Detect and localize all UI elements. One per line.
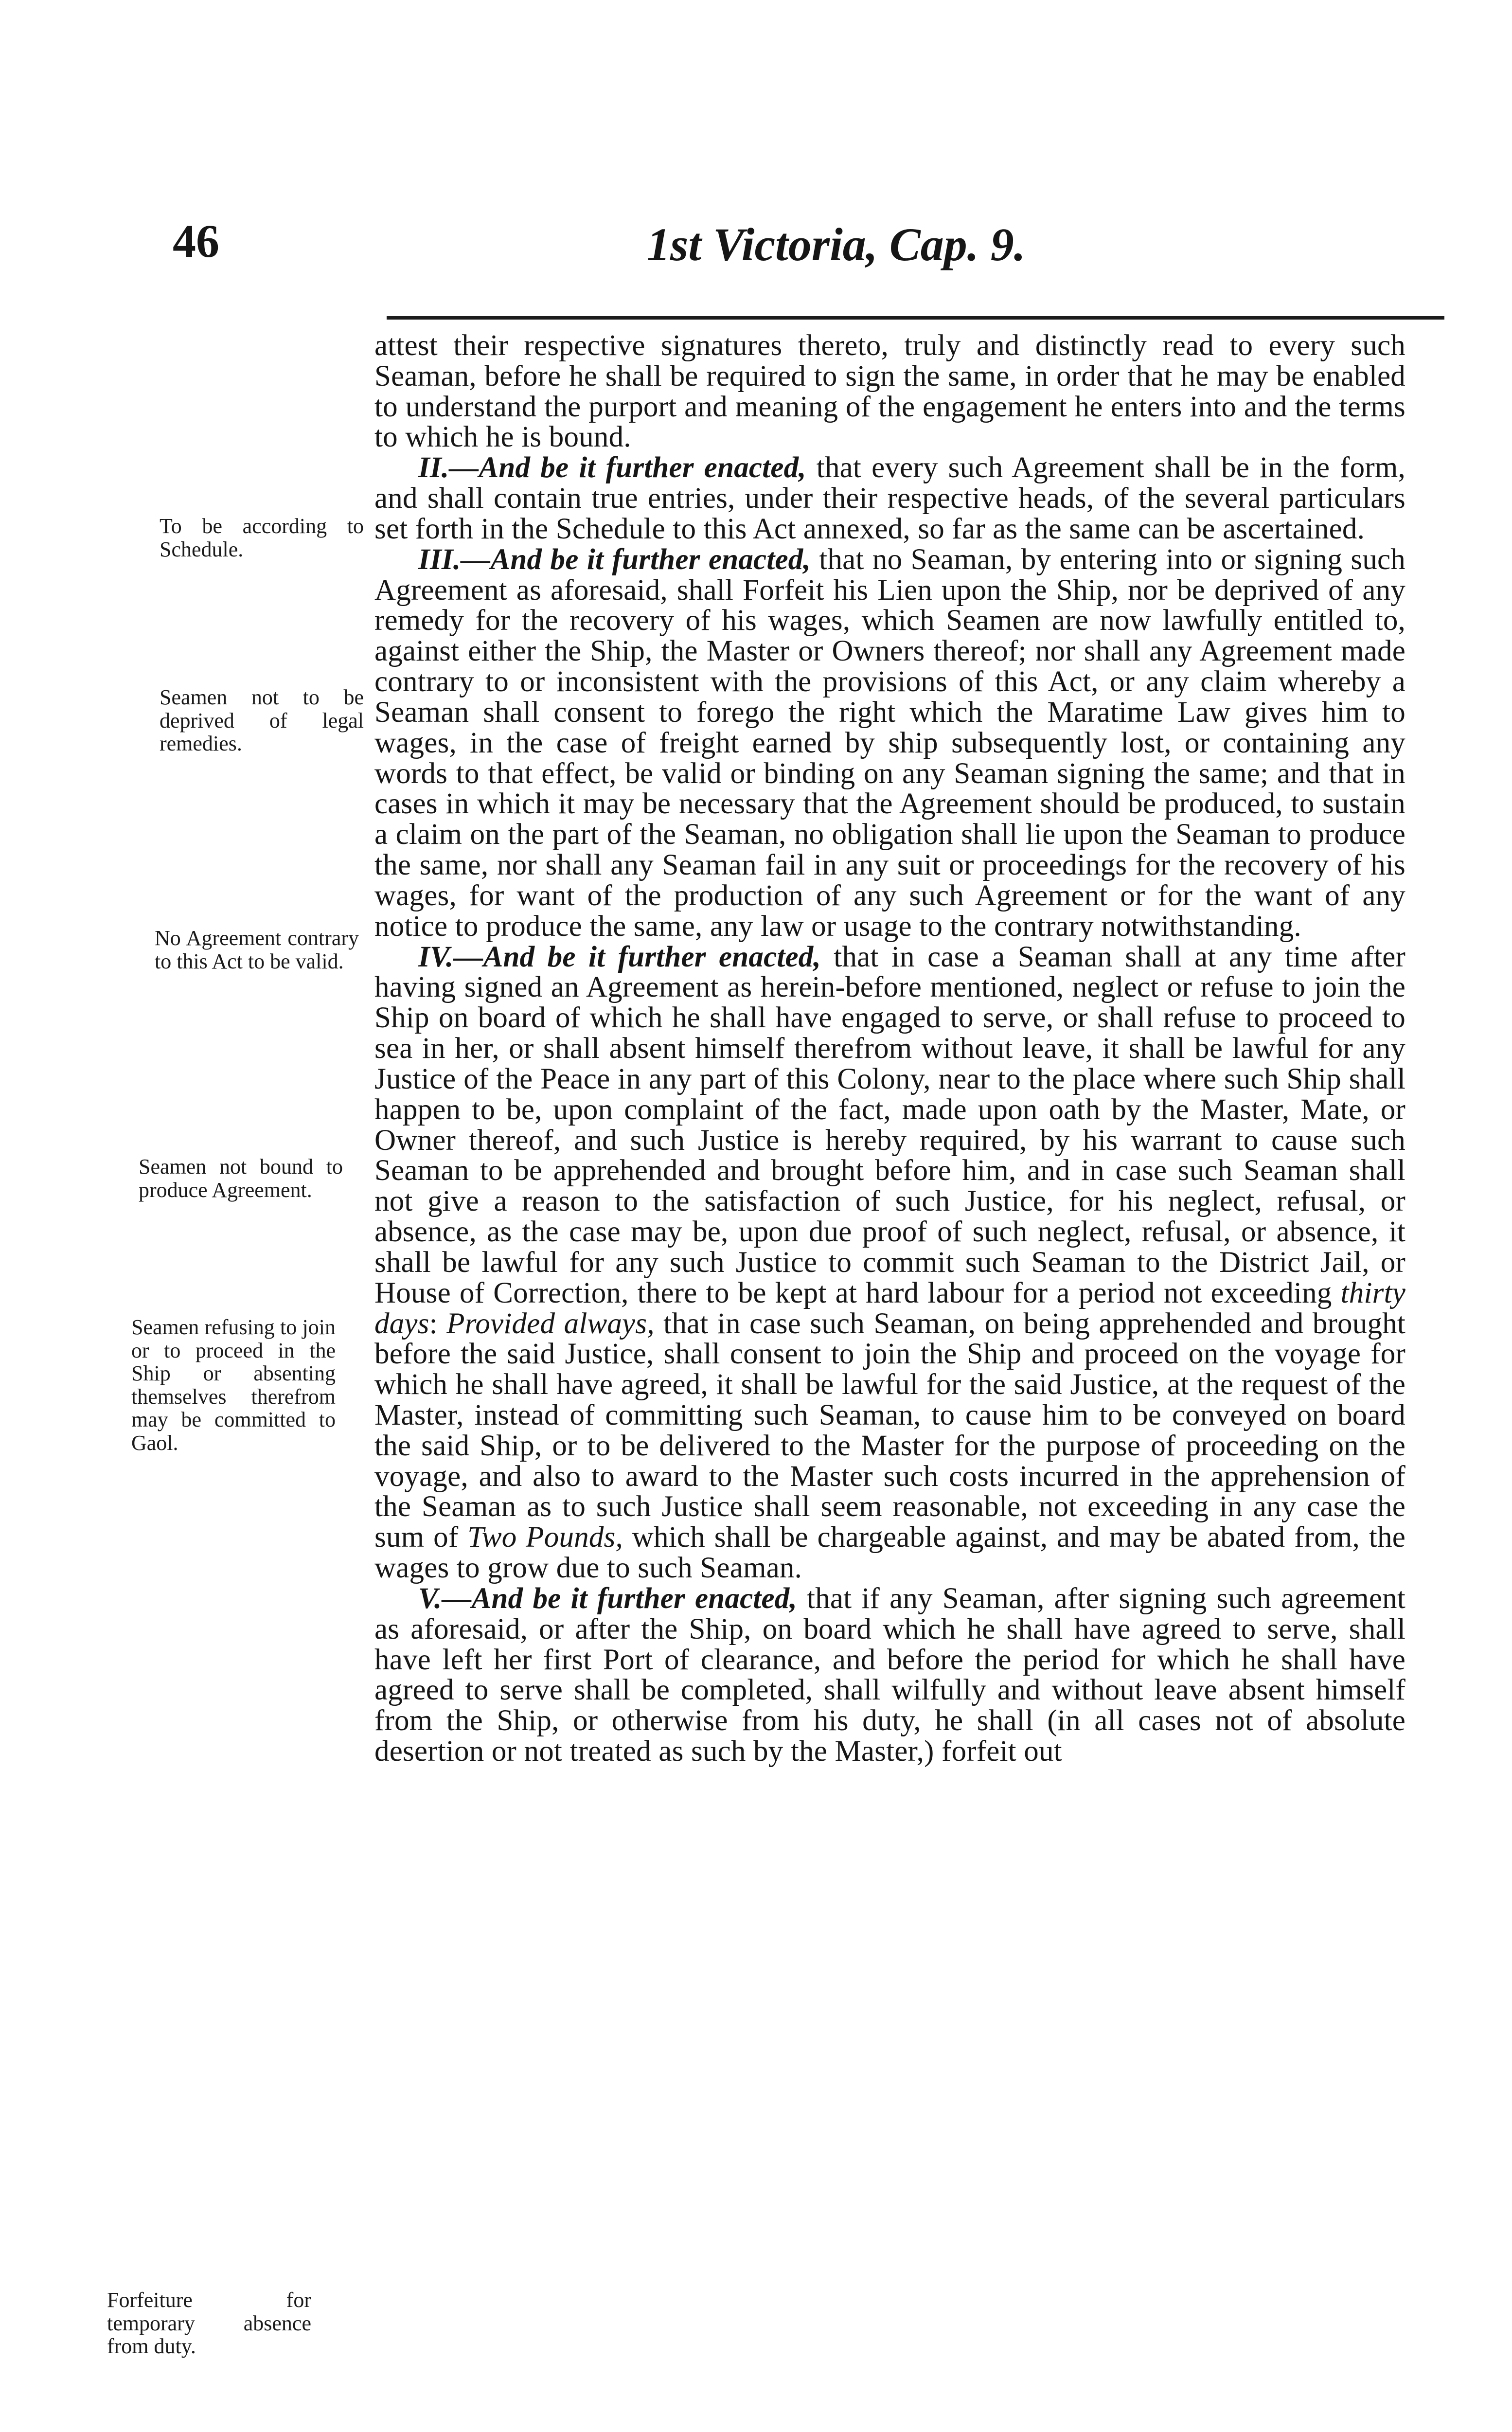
running-title: 1st Victoria, Cap. 9. (647, 218, 1026, 270)
section-4-text-a: that in case a Seaman shall at any time after having signed an Agreement as herein-before mentioned, neglect or refuse to join the Ship on board of which he shall have engaged to serve, or shall refuse to proceed to sea in her, or shall absent himself therefrom without leave, it shall be lawful for any Justice of the Peace in any part of this Colony, near to the place where such Ship shall happen to be, upon complaint of the fact, made upon oath by the Master, Mate, or Owner thereof, and such Justice is hereby required, by his warrant to cause such Seaman to be apprehended and brought before him, and in case such Seaman shall not give a reason to the satisfaction of such Justice, for his neglect, refusal, or absence, as the case may be, upon due proof of such neglect, refusal, or absence, it shall be lawful for any such Justice to commit such Seaman to the District Jail, or House of Correction, there to be kept at hard labour for a period not exceeding (374, 940, 1406, 1309)
section-2 (374, 453, 1405, 544)
marginal-note-committal-to-gaol: Seamen refusing to join or to proceed in the Ship or absenting themselves therefrom may be committed to Gaol. (131, 1315, 336, 1455)
body-text (374, 331, 1405, 1767)
section-4-italic-provided-always: Provided always, (446, 1307, 655, 1340)
marginal-note-forfeiture: Forfeiture for temporary absence from duty. (107, 2288, 311, 2359)
section-3-heading: III.—And be it further enacted, (418, 543, 811, 576)
section-4 (374, 942, 1405, 1584)
section-4-text-d: which shall be chargeable against, and may be abated from, the wages to grow due to such Seaman. (374, 1521, 1405, 1585)
section-3-text: that no Seaman, by entering into or signing such Agreement as aforesaid, shall Forfeit his Lien upon the Ship, nor be deprived of any remedy for the recovery of his wages, which Seamen are now lawfully entitled to, against either the Ship, the Master or Owners thereof; nor shall any Agreement made contrary to or inconsistent with the provisions of this Act, or any claim whereby a Seaman shall consent to forego the right which the Maratime Law gives him to wages, in the case of freight earned by ship subsequently lost, or containing any words to that effect, be valid or binding on any Seaman signing the same; and that in cases in which it may be necessary that the Agreement should be produced, to sustain a claim on the part of the Seaman, no obligation shall lie upon the Seaman to produce the same, nor shall any Seaman fail in any suit or proceedings for the recovery of his wages, for want of the production of any such Agreement or for the want of any notice to produce the same, any law or usage to the contrary notwithstanding. (374, 543, 1405, 943)
section-3 (374, 545, 1405, 942)
section-2-text: that every such Agreement shall be in the form, and shall contain true entries, under their respective heads, of the several particulars set forth in the Schedule to this Act annexed, so far as the same can be ascertained. (374, 451, 1405, 545)
page-number: 46 (173, 215, 219, 267)
marginal-note-legal-remedies: Seamen not to be deprived of legal remedies. (160, 685, 364, 756)
section-4-text-b: : (429, 1307, 447, 1340)
section-2-heading: II.—And be it further enacted, (418, 451, 806, 484)
section-4-italic-two-pounds: Two Pounds, (467, 1521, 623, 1554)
marginal-note-agreement-validity: No Agreement contrary to this Act to be valid. (155, 926, 359, 973)
section-5-heading: V.—And be it further enacted, (418, 1582, 797, 1615)
paragraph-continuation: attest their respective signatures thereto, truly and distinctly read to every such Seaman, before he shall be required to sign the same, in order that he may be enabled to understand the purport and meaning of the engagement he enters into and the terms to which he is bound. (374, 329, 1405, 454)
marginal-note-schedule: To be according to Schedule. (160, 514, 364, 561)
section-4-italic-thirty-days: thirty days (374, 1276, 1405, 1340)
section-5 (374, 1584, 1405, 1767)
section-5-text: that if any Seaman, after signing such agreement as aforesaid, or after the Ship, on board which he shall have agreed to serve, shall have left her first Port of clearance, and before the period for which he shall have agreed to serve shall be completed, shall wilfully and without leave absent himself from the Ship, or otherwise from his duty, he shall (in all cases not of absolute desertion or not treated as such by the Master,) forfeit out (374, 1582, 1405, 1768)
marginal-note-produce-agreement: Seamen not bound to produce Agreement. (139, 1155, 343, 1202)
section-4-text-c: that in case such Seaman, on being apprehended and brought before the said Justice, shall consent to join the Ship and proceed on the voyage for which he shall have agreed, it shall be lawful for the said Justice, at the request of the Master, instead of committing such Seaman, to cause him to be conveyed on board the said Ship, or to be delivered to the Master for the purpose of proceeding on the voyage, and also to award to the Master such costs incurred in the apprehension of the Seaman as to such Justice shall seem reasonable, not exceeding in any case the sum of (374, 1307, 1406, 1554)
section-4-heading: IV.—And be it further enacted, (418, 940, 821, 973)
header-rule (387, 316, 1444, 320)
